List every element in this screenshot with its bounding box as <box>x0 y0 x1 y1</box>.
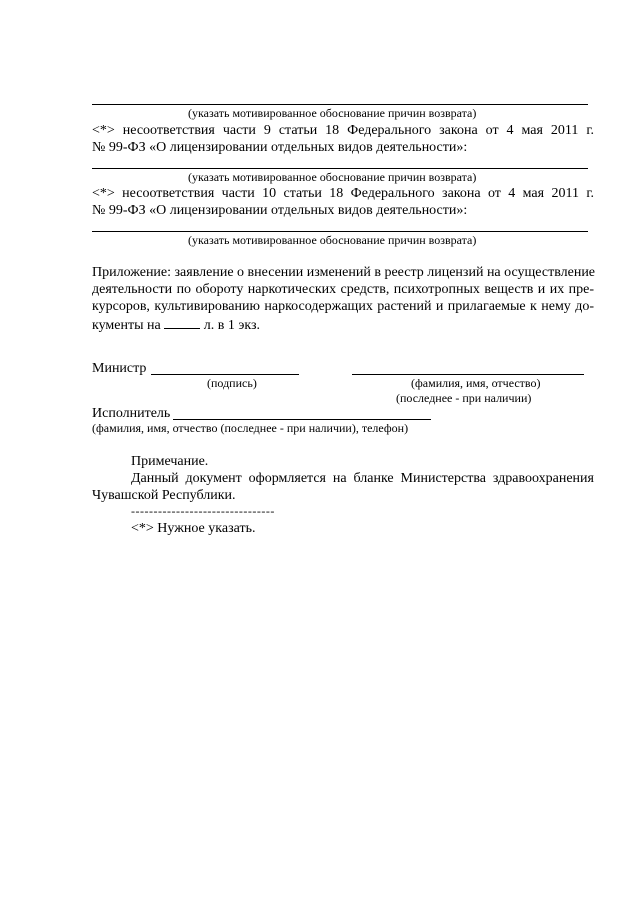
reason-caption-1: (указать мотивированное обоснование причин возврата) <box>188 106 477 120</box>
attachment-line4 <box>92 315 260 334</box>
attachment-docs-label: кументы на <box>92 318 161 333</box>
minister-name-line <box>352 374 584 375</box>
reason-line-1 <box>92 104 588 105</box>
attachment-copies-label: л. в 1 экз. <box>203 318 260 333</box>
footnote-text: <*> Нужное указать. <box>131 521 256 536</box>
footnote-separator: -------------------------------- <box>131 504 275 518</box>
item-part9-line2: № 99-ФЗ «О лицензировании отдельных видов деятельности»: <box>92 140 468 155</box>
name-caption: (фамилия, имя, отчество) <box>411 376 541 390</box>
attachment-line1: Приложение: заявление о внесении изменений в реестр лицензий на осуществление <box>92 265 596 280</box>
attachment-line3: курсоров, культивированию наркосодержащих растений и прилагаемые к нему до- <box>92 299 594 314</box>
reason-caption-2: (указать мотивированное обоснование причин возврата) <box>188 170 477 184</box>
reason-line-2 <box>92 168 588 169</box>
note-line2: Чувашской Республики. <box>92 488 236 503</box>
item-part10-line1: <*> несоответствия части 10 статьи 18 Федерального закона от 4 мая 2011 г. <box>92 186 594 201</box>
item-part10-line2: № 99-ФЗ «О лицензировании отдельных видов деятельности»: <box>92 203 468 218</box>
page-count-blank <box>164 315 200 329</box>
reason-line-3 <box>92 231 588 232</box>
minister-label: Министр <box>92 361 147 376</box>
reason-caption-3: (указать мотивированное обоснование причин возврата) <box>188 233 477 247</box>
signature-line <box>151 374 299 375</box>
note-heading: Примечание. <box>131 454 209 469</box>
note-line1: Данный документ оформляется на бланке Министерства здравоохранения <box>131 471 594 486</box>
signature-caption: (подпись) <box>207 376 257 390</box>
attachment-line2: деятельности по обороту наркотических средств, психотропных веществ и их пре- <box>92 282 594 297</box>
item-part9-line1: <*> несоответствия части 9 статьи 18 Федерального закона от 4 мая 2011 г. <box>92 123 594 138</box>
patronymic-caption: (последнее - при наличии) <box>396 391 532 405</box>
executor-caption: (фамилия, имя, отчество (последнее - при наличии), телефон) <box>92 421 409 435</box>
executor-label: Исполнитель <box>92 406 171 421</box>
executor-line <box>173 419 431 420</box>
